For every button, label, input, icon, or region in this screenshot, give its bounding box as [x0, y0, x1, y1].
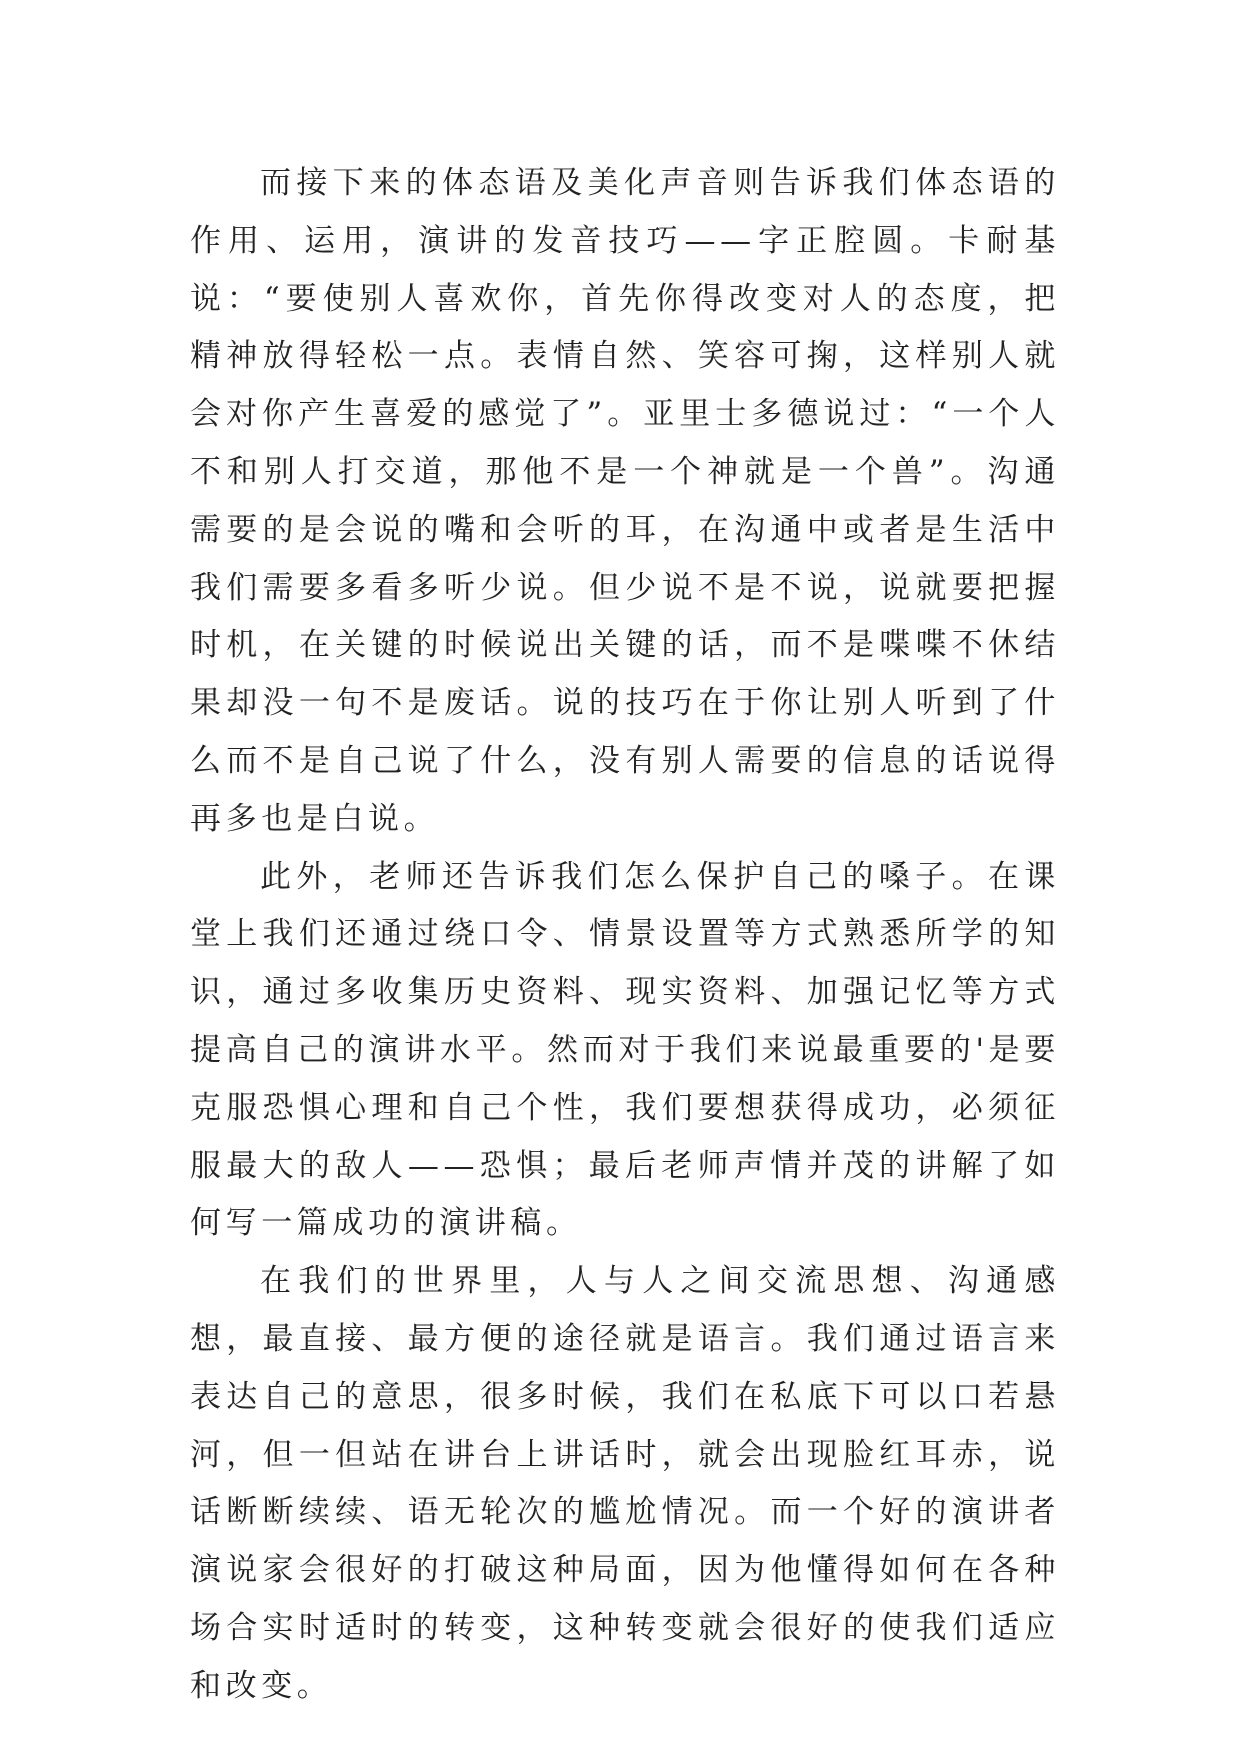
paragraph: 而接下来的体态语及美化声音则告诉我们体态语的作用、运用，演讲的发音技巧——字正腔圆。卡耐基说：“要使别人喜欢你，首先你得改变对人的态度，把精神放得轻松一点。表情自然、笑容可掬，这样别人就会对你产生喜爱的感觉了”。亚里士多德说过：“一个人不和别人打交道，那他不是一个神就是一个兽”。沟通需要的是会说的嘴和会听的耳，在沟通中或者是生活中我们需要多看多听少说。但少说不是不说，说就要把握时机，在关键的时候说出关键的话，而不是喋喋不休结果却没一句不是废话。说的技巧在于你让别人听到了什么而不是自己说了什么，没有别人需要的信息的话说得再多也是白说。 — [190, 165, 1060, 837]
body-text — [190, 155, 1060, 1716]
paragraph: 在我们的世界里，人与人之间交流思想、沟通感想，最直接、最方便的途径就是语言。我们通过语言来表达自己的意思，很多时候，我们在私底下可以口若悬河，但一但站在讲台上讲话时，就会出现脸红耳赤，说话断断续续、语无轮次的尴尬情况。而一个好的演讲者演说家会很好的打破这种局面，因为他懂得如何在各种场合实时适时的转变，这种转变就会很好的使我们适应和改变。 — [190, 1263, 1060, 1704]
paragraph: 此外，老师还告诉我们怎么保护自己的嗓子。在课堂上我们还通过绕口令、情景设置等方式熟悉所学的知识，通过多收集历史资料、现实资料、加强记忆等方式提高自己的演讲水平。然而对于我们来说最重要的'是要克服恐惧心理和自己个性，我们要想获得成功，必须征服最大的敌人——恐惧；最后老师声情并茂的讲解了如何写一篇成功的演讲稿。 — [190, 858, 1060, 1242]
